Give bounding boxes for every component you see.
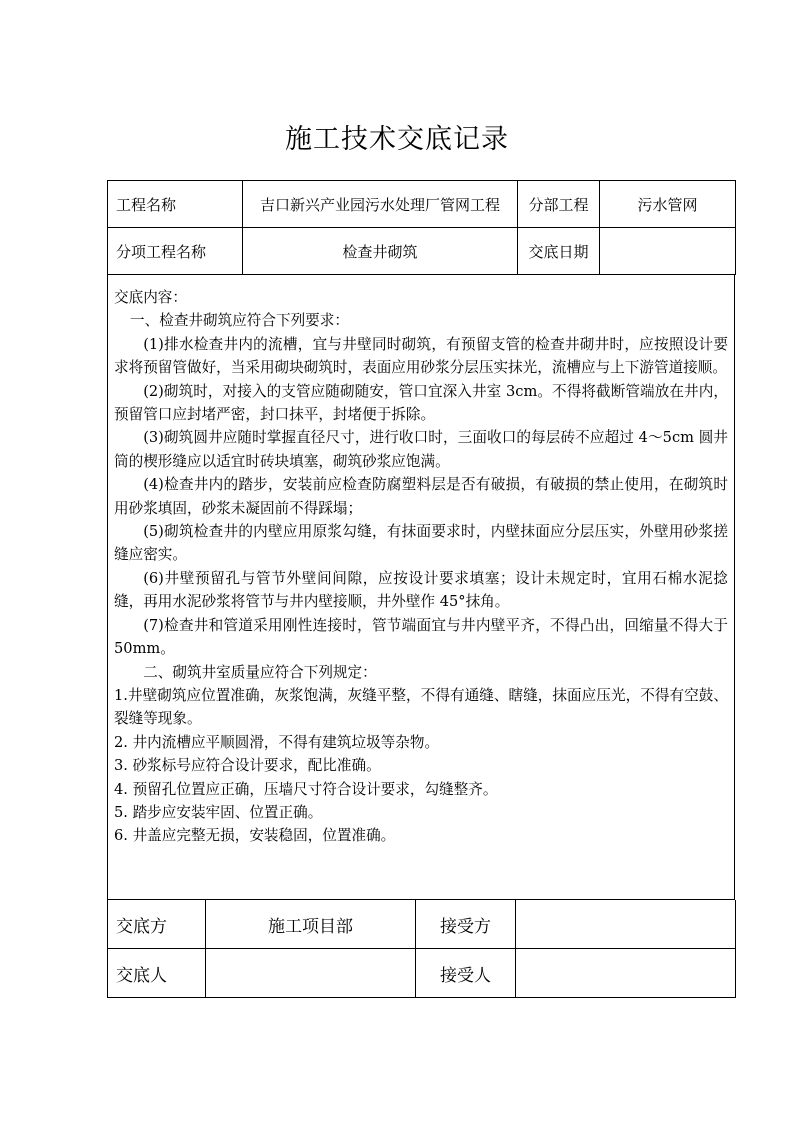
content-paragraph: 6. 井盖应完整无损，安装稳固，位置准确。 [114,827,396,845]
document-title: 施工技术交底记录 [285,124,509,155]
content-paragraph: (4)检查井内的踏步，安装前应检查防腐塑料层是否有破损，有破损的禁止使用，在砌筑时用砂浆填固，砂浆未凝固前不得踩塌； [114,476,728,517]
content-heading: 交底内容： [114,289,187,306]
date-value [600,228,736,275]
discloser-party-label: 交底方 [108,900,206,949]
disclosure-content [107,275,735,900]
header-row-subitem [108,228,736,275]
receiver-person-label: 接受人 [416,949,516,998]
content-paragraph: (2)砌筑时，对接入的支管应随砌随安，管口宜深入井室 3cm。不得将截断管端放在井内，预留管口应封堵严密，封口抹平，封堵便于拆除。 [114,382,728,424]
project-name-value: 吉口新兴产业园污水处理厂管网工程 [243,181,518,228]
header-table [107,180,736,275]
content-paragraph: (5)砌筑检查井的内壁应用原浆勾缝，有抹面要求时，内壁抹面应分层压实，外壁用砂浆搓缝应密实。 [114,523,728,564]
content-paragraph: (6)井壁预留孔与管节外壁间间隙，应按设计要求填塞；设计未规定时，宜用石棉水泥捻缝，再用水泥砂浆将管节与井内壁接顺，井外壁作 45°抹角。 [114,569,728,611]
receiver-party-label: 接受方 [416,900,516,949]
content-paragraph: 4. 预留孔位置应正确，压墙尺寸符合设计要求，勾缝整齐。 [114,780,498,798]
content-paragraph: (3)砌筑圆井应随时掌握直径尺寸，进行收口时，三面收口的每层砖不应超过 4～5cm 圆井筒的楔形缝应以适宜时砖块填塞，砌筑砂浆应饱满。 [114,429,728,470]
footer-row-party [108,900,736,949]
header-row-project [108,181,736,228]
content-paragraph: 5. 踏步应安装牢固、位置正确。 [114,803,323,821]
content-paragraph: 3. 砂浆标号应符合设计要求，配比准确。 [114,757,381,775]
footer-row-person [108,949,736,998]
content-paragraph: 1.井壁砌筑应位置准确，灰浆饱满，灰缝平整，不得有通缝、瞎缝，抹面应压光，不得有空鼓、裂缝等现象。 [114,686,728,728]
content-paragraph: 一、检查井砌筑应符合下列要求： [130,312,349,330]
content-paragraph: 2. 井内流槽应平顺圆滑，不得有建筑垃圾等杂物。 [114,733,440,751]
discloser-person-value [206,949,416,998]
project-name-label: 工程名称 [108,181,243,228]
content-paragraph: (7)检查井和管道采用刚性连接时，管节端面宜与井内壁平齐，不得凸出，回缩量不得大于 50mm。 [114,616,728,658]
division-value: 污水管网 [600,181,736,228]
content-paragraph: (1)排水检查井内的流槽，宜与井壁同时砌筑，有预留支管的检查井砌井时，应按照设计要求将预留管做好，当采用砌块砌筑时，表面应用砂浆分层压实抹光，流槽应与上下游管道接顺。 [114,335,728,377]
discloser-party-value: 施工项目部 [206,900,416,949]
receiver-person-value [516,949,736,998]
division-label: 分部工程 [518,181,600,228]
footer-table [107,900,736,998]
content-paragraph: 二、砌筑井室质量应符合下列规定： [143,663,377,681]
subitem-value: 检查井砌筑 [243,228,518,275]
discloser-person-label: 交底人 [108,949,206,998]
date-label: 交底日期 [518,228,600,275]
receiver-party-value [516,900,736,949]
subitem-label: 分项工程名称 [108,228,243,275]
